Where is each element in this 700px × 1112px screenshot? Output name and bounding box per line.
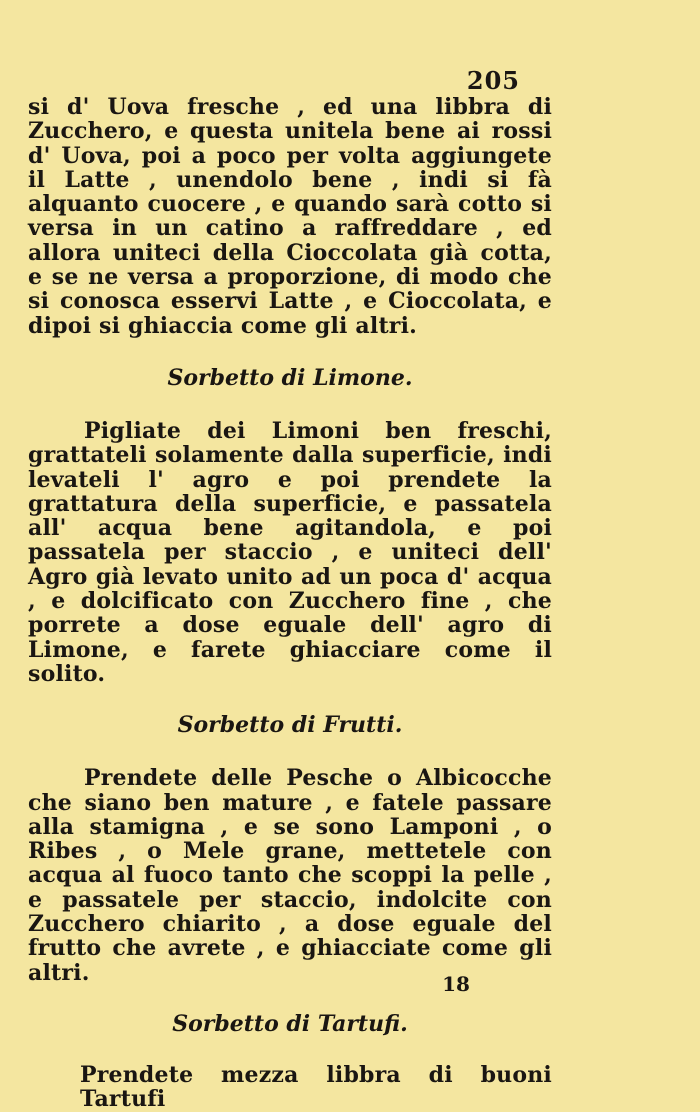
section-heading-tartufi: Sorbetto di Tartufi. [172,1010,408,1037]
signature-mark [28,972,552,996]
intro-paragraph: si d' Uova fresche , ed una libbra di Zucchero, e questa unitela bene ai rossi d' Uova, poi a poco per volta aggiungete il Latte , unendolo bene , indi si fà alquanto cuocere , e quando sarà cotto si versa in un catino a raffreddare , ed allora uniteci della Cioccolata già cotta, e se ne versa a proporzione, di modo che si conosca esservi Latte , e Cioccolata, e dipoi si ghiaccia come gli altri. [28,94,552,339]
tartufi-paragraph: Prendete mezza libbra di buoni Tartufi [80,1061,552,1112]
page-number: 205 [466,66,520,95]
section-heading-frutti: Sorbetto di Frutti. [177,712,403,739]
section-heading-limone: Sorbetto di Limone. [167,364,413,391]
page-body [28,95,552,1112]
limone-paragraph: Pigliate dei Limoni ben freschi, grattateli solamente dalla superficie, indi levateli l' agro e poi prendete la grattatura della superficie, e passatela all' acqua bene agitandola, e poi passatela per staccio , e uniteci dell' Agro già levato unito ad un poca d' acqua , e dolcificato con Zucchero fine , che porrete a dose eguale dell' agro di Limone, e farete ghiacciare come il solito. [28,417,552,687]
signature-number: 18 [442,972,470,996]
frutti-paragraph: Prendete delle Pesche o Albicocche che siano ben mature , e fatele passare alla stamigna , e se sono Lamponi , o Ribes , o Mele grane, mettetele con acqua al fuoco tanto che scoppi la pelle , e passatele per staccio, indolcite con Zucchero chiarito , a dose eguale del frutto che avrete , e ghiacciate come gli altri. [28,765,552,986]
